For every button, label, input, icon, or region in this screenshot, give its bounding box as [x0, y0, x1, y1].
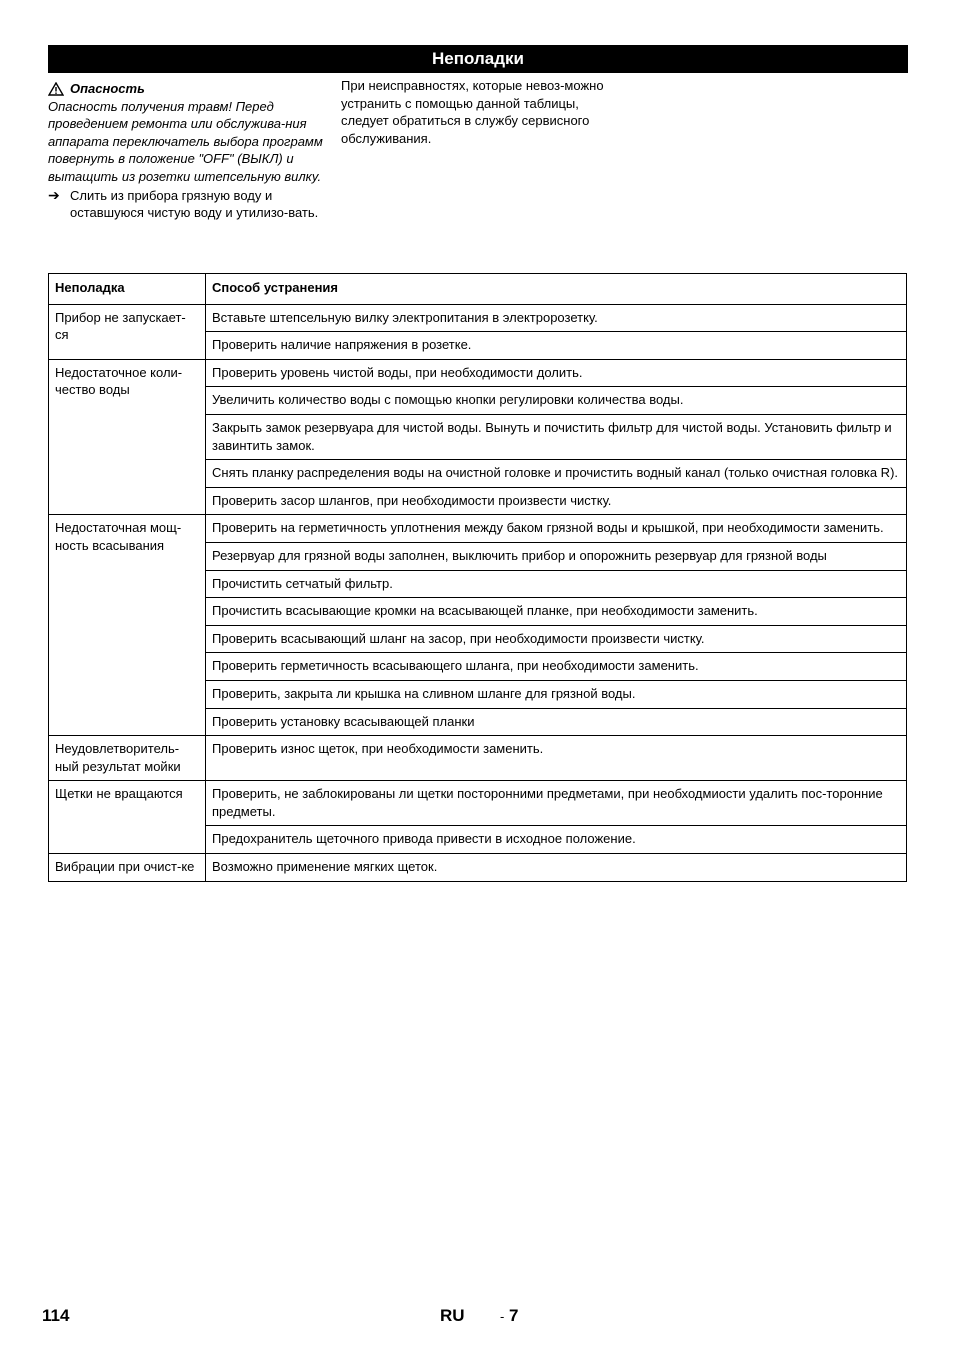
fault-cell: Прибор не запускает-ся	[49, 304, 206, 359]
remedy-cell: Увеличить количество воды с помощью кнопки регулировки количества воды.	[206, 387, 907, 415]
danger-block	[48, 80, 323, 222]
remedy-cell: Проверить на герметичность уплотнения между баком грязной воды и крышкой, при необходимости заменить.	[206, 515, 907, 543]
table-header-row	[49, 274, 907, 305]
table-row	[49, 304, 907, 332]
table-row	[49, 736, 907, 781]
fault-cell: Щетки не вращаются	[49, 781, 206, 854]
fault-cell: Недостаточное коли-чество воды	[49, 359, 206, 515]
remedy-cell: Проверить засор шлангов, при необходимости произвести чистку.	[206, 487, 907, 515]
remedy-cell: Прочистить сетчатый фильтр.	[206, 570, 907, 598]
remedy-cell: Проверить всасывающий шланг на засор, при необходимости произвести чистку.	[206, 625, 907, 653]
danger-heading	[48, 80, 323, 98]
table-row	[49, 854, 907, 882]
remedy-cell: Проверить установку всасывающей планки	[206, 708, 907, 736]
remedy-cell: Прочистить всасывающие кромки на всасывающей планке, при необходимости заменить.	[206, 598, 907, 626]
instruction-step	[48, 187, 323, 222]
danger-text: Опасность получения травм! Перед проведением ремонта или обслужива-ния аппарата переключатель выбора программ повернуть в положение "OFF" (ВЫКЛ) и вытащить из розетки штепсельную вилку.	[48, 98, 323, 184]
remedy-cell: Проверить уровень чистой воды, при необходимости долить.	[206, 359, 907, 387]
table-row	[49, 515, 907, 543]
column-header-remedy: Способ устранения	[206, 274, 907, 305]
instruction-step-text: Слить из прибора грязную воду и оставшуюся чистую воду и утилизо-вать.	[70, 187, 319, 221]
troubleshooting-table	[48, 273, 907, 882]
column-header-fault: Неполадка	[49, 274, 206, 305]
language-code: RU	[440, 1306, 465, 1325]
fault-cell: Недостаточная мощ-ность всасывания	[49, 515, 206, 736]
table-body	[49, 304, 907, 881]
page-number: 114	[42, 1306, 70, 1325]
fault-cell: Вибрации при очист-ке	[49, 854, 206, 882]
remedy-cell: Возможно применение мягких щеток.	[206, 854, 907, 882]
remedy-cell: Проверить, не заблокированы ли щетки посторонними предметами, при необходмиости удалить пос-торонние предметы.	[206, 781, 907, 826]
remedy-cell: Закрыть замок резервуара для чистой воды. Вынуть и почистить фильтр для чистой воды. Установить фильтр и завинтить замок.	[206, 414, 907, 459]
remedy-cell: Проверить, закрыта ли крышка на сливном шланге для грязной воды.	[206, 680, 907, 708]
arrow-right-icon: ➔	[48, 186, 60, 203]
remedy-cell: Проверить герметичность всасывающего шланга, при необходимости заменить.	[206, 653, 907, 681]
local-page-number: 7	[509, 1306, 519, 1325]
fault-cell: Неудовлетворитель-ный результат мойки	[49, 736, 206, 781]
remedy-cell: Проверить наличие напряжения в розетке.	[206, 332, 907, 360]
remedy-cell: Резервуар для грязной воды заполнен, выключить прибор и опорожнить резервуар для грязной воды	[206, 542, 907, 570]
intro-text: При неисправностях, которые невоз-можно устранить с помощью данной таблицы, следует обратиться в службу сервисного обслуживания.	[341, 78, 604, 146]
warning-triangle-icon	[48, 82, 64, 96]
danger-heading-text: Опасность	[70, 81, 145, 96]
remedy-cell: Снять планку распределения воды на очистной головке и прочистить водный канал (только очистная головка R).	[206, 460, 907, 488]
remedy-cell: Вставьте штепсельную вилку электропитания в электророзетку.	[206, 304, 907, 332]
table-row	[49, 781, 907, 826]
table-row	[49, 359, 907, 387]
footer-separator: -	[500, 1309, 505, 1324]
section-title: Неполадки	[48, 45, 908, 73]
remedy-cell: Проверить износ щеток, при необходимости заменить.	[206, 736, 907, 781]
remedy-cell: Предохранитель щеточного привода привести в исходное положение.	[206, 826, 907, 854]
